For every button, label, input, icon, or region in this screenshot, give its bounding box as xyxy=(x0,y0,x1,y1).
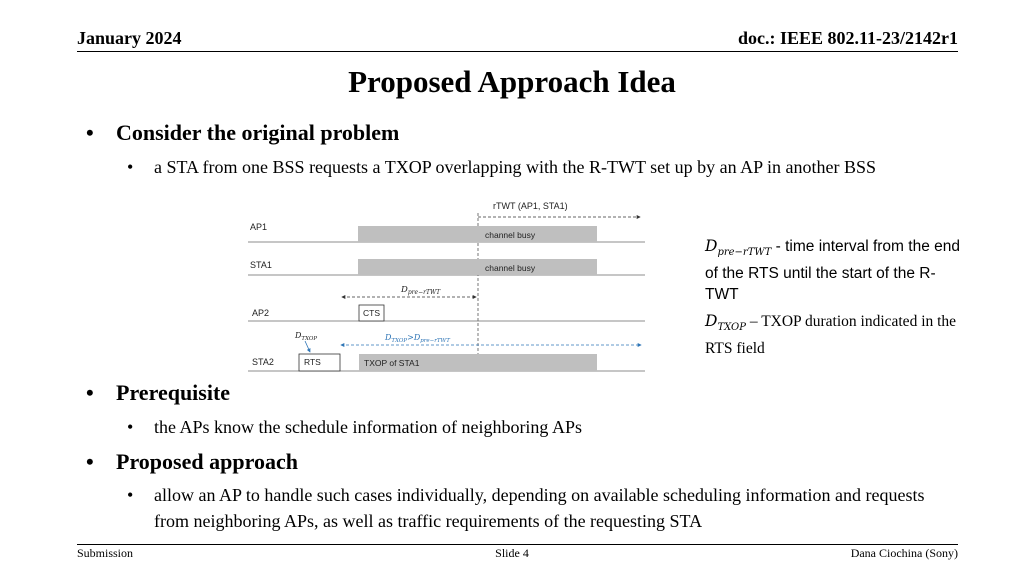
cts-label: CTS xyxy=(363,308,380,318)
sub-bullet-dot: • xyxy=(127,417,134,437)
row-label-sta2: STA2 xyxy=(252,357,274,367)
slide-title: Proposed Approach Idea xyxy=(348,64,676,99)
d-pre-rtwt-label: $D_{pre-rTWT}$ xyxy=(401,285,441,296)
definition-d-pre-rtwt xyxy=(705,236,965,305)
timing-diagram xyxy=(245,195,647,375)
bullet-dot: • xyxy=(86,120,94,145)
header-rule xyxy=(77,51,958,52)
definitions xyxy=(705,236,965,359)
bullet-dot: • xyxy=(86,449,94,474)
header-date: January 2024 xyxy=(77,28,182,48)
channel-busy-ap1 xyxy=(358,226,597,242)
footer-author: Dana Ciochina (Sony) xyxy=(850,546,958,560)
footer-submission: Submission xyxy=(77,546,134,560)
bullet-heading: Consider the original problem xyxy=(116,120,400,145)
header-doc-id: doc.: IEEE 802.11-23/2142r1 xyxy=(737,28,958,48)
sub-bullet-text: allow an AP to handle such cases individually, depending on available scheduling information and requests from neighboring APs, as well as traffic requirements of the requesting STA xyxy=(154,485,925,531)
row-label-sta1: STA1 xyxy=(250,260,272,270)
sub-bullet-dot: • xyxy=(127,485,134,505)
txop-sta1-label: TXOP of STA1 xyxy=(364,358,420,368)
rtwt-label: rTWT (AP1, STA1) xyxy=(493,201,568,211)
definition-symbol: $D_{TXOP}$ xyxy=(705,312,746,334)
txop-comparison-label: $D_{TXOP}>D_{pre-rTWT}$ xyxy=(385,333,450,344)
definition-text: - time interval from the end of the RTS until the start of the R-TWT xyxy=(705,238,960,304)
sub-bullet-text: a STA from one BSS requests a TXOP overlapping with the R-TWT set up by an AP in another BSS xyxy=(154,157,877,177)
row-label-ap1: AP1 xyxy=(250,222,268,232)
bullet-heading: Proposed approach xyxy=(116,449,298,474)
sub-bullet-dot: • xyxy=(127,157,134,177)
channel-busy-label-sta1: channel busy xyxy=(485,263,536,273)
definition-d-txop xyxy=(705,311,965,359)
row-label-ap2: AP2 xyxy=(252,308,270,318)
bullet-dot: • xyxy=(86,380,94,405)
rts-label: RTS xyxy=(304,357,321,367)
d-txop-label: $D_{TXOP}$ xyxy=(295,331,318,342)
definition-symbol: $D_{pre-rTWT}$ xyxy=(705,237,772,259)
definition-text: – TXOP duration indicated in the RTS field xyxy=(705,313,957,358)
d-txop-pointer xyxy=(305,341,310,352)
footer-rule xyxy=(77,544,958,545)
sub-bullet-text: the APs know the schedule information of neighboring APs xyxy=(154,417,582,437)
bullet-heading: Prerequisite xyxy=(116,380,231,405)
footer-slide-number: Slide 4 xyxy=(495,546,529,560)
channel-busy-sta1 xyxy=(358,259,597,275)
channel-busy-label-ap1: channel busy xyxy=(485,230,536,240)
